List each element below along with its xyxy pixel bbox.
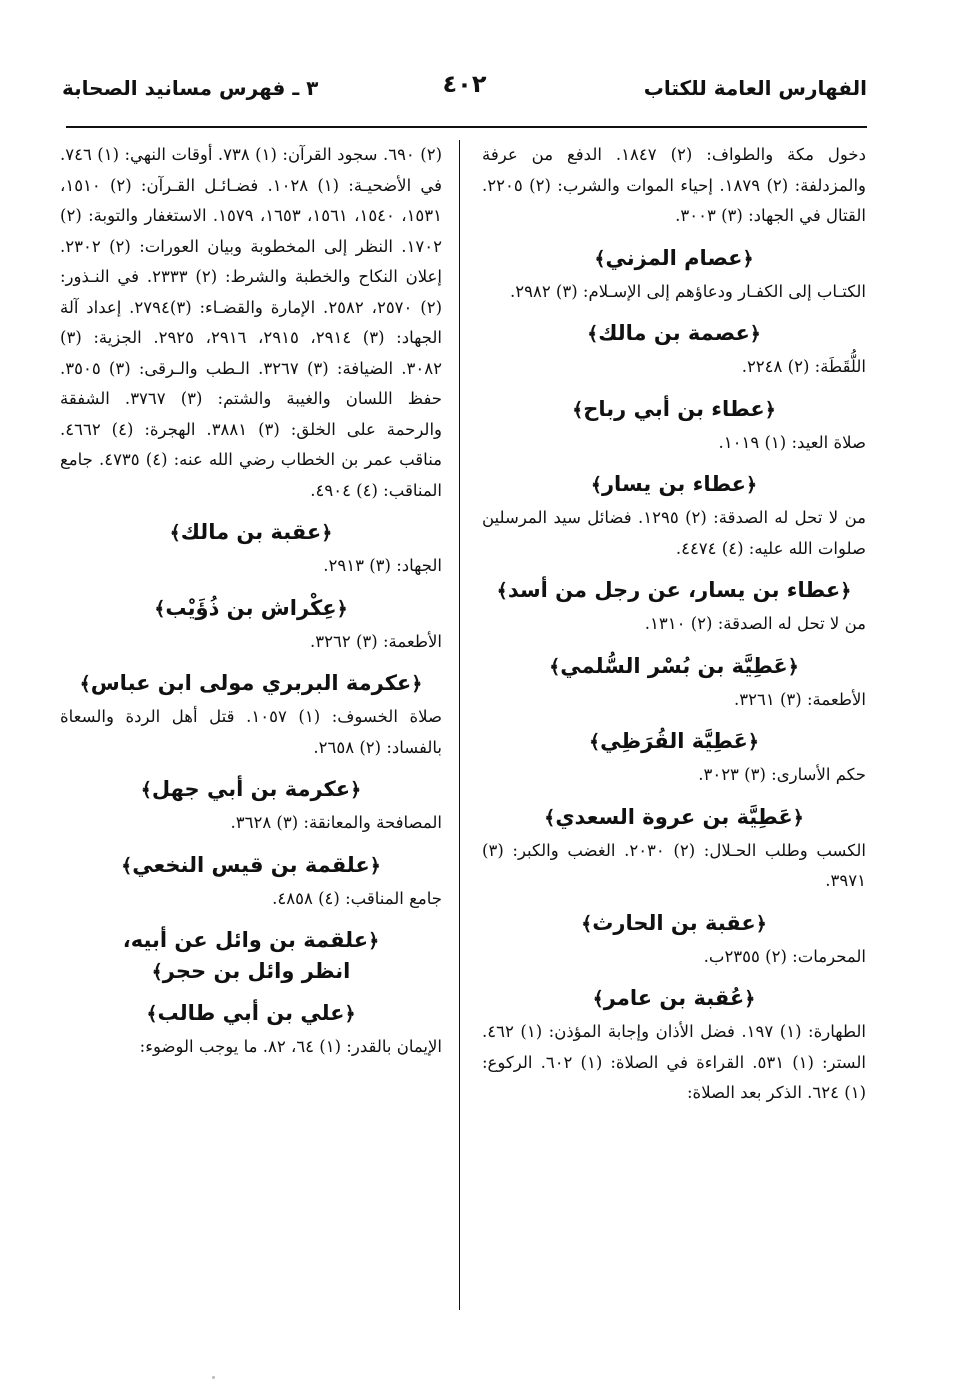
index-references: الأطعمة: (٣) ٣٢٦٢. [310,631,442,651]
companion-name-heading: ﴿عصام المزني﴾ [594,245,754,270]
index-references: المصافحة والمعانقة: (٣) ٣٦٢٨. [230,813,442,832]
companion-name: عطاء بن يسار، عن رجل من أسد [507,578,841,602]
scan-speck [212,1376,215,1379]
companion-name-heading: ﴿عقبة بن مالك﴾ [169,520,333,544]
companion-name-heading: ﴿عقبة بن الحارث﴾ [581,910,767,935]
companion-name: عقبة بن مالك [180,520,322,544]
companion-name-heading: ﴿عِكْراش بن ذُؤَيْب﴾ [154,595,348,620]
index-references: من لا تحل له الصدقة: (٢) ١٣١٠. [644,614,866,633]
header-book-title: الفهارس العامة للكتاب [643,76,867,100]
companion-name: عَطِيَّة بن عروة السعدي [555,804,793,829]
index-references: دخول مكة والطواف: (٢) ١٨٤٧. الدفع من عرفة والمزدلفة: (٢) ١٨٧٩. إحياء الموات والشرب: (٢) ٢٢٠٥. القتال في الجهاد: (٣) ٣٠٠٣. [482,145,866,225]
companion-name: عَطِيَّة بن بُسْر السُّلمي [560,653,788,678]
index-references: المحرمات: (٢) ٢٣٥٥ب. [703,946,866,966]
companion-name: علي بن أبي طالب [157,1001,345,1025]
companion-name: عطاء بن يسار [601,472,747,496]
companion-name: عطاء بن أبي رباح [583,396,765,421]
companion-name: عِكْراش بن ذُؤَيْب [165,595,337,620]
index-references: الطهارة: (١) ١٩٧. فضل الأذان وإجابة المؤذن: (١) ٤٦٢. الستر: (١) ٥٣١. القراءة في الصلاة: (١) ٦٠٢. الركوع: (١) ٦٢٤. الذكر بعد الصلاة: [482,1022,867,1102]
companion-name: عقبة بن الحارث [592,910,756,935]
index-references: الأطعمة: (٣) ٣٢٦١. [734,689,866,709]
companion-name-heading: ﴿عطاء بن يسار﴾ [590,472,758,496]
companion-name-heading: ﴿عكرمة البربري مولى ابن عباس﴾ [79,671,423,695]
companion-name: عصام المزني [605,245,743,270]
companion-name: علقمة بن قيس النخعي [132,852,370,877]
index-references: الجهاد: (٣) ٢٩١٣. [323,556,442,575]
companion-name-heading: ﴿علي بن أبي طالب﴾ [146,1001,356,1025]
companion-name-heading: ﴿عُقبة بن عامر﴾ [592,986,756,1010]
companion-name-heading: ﴿عطاء بن يسار، عن رجل من أسد﴾ [496,578,852,602]
running-header [62,68,867,114]
companion-name-heading: ﴿عَطِيَّة بن عروة السعدي﴾ [544,804,804,829]
left-column [60,140,442,1063]
index-references: جامع المناقب: (٤) ٤٨٥٨. [272,888,442,908]
header-rule [66,126,867,128]
companion-name-heading: ﴿علقمة بن وائل عن أبيه، انظر وائل بن حجر﴾ [122,928,380,983]
index-references: الكتـاب إلى الكفـار ودعاؤهم إلى الإسـلام: (٣) ٢٩٨٢. [509,281,866,301]
index-references: صلاة الخسوف: (١) ١٠٥٧. قتل أهل الردة والسعاة بالفساد: (٢) ٢٦٥٨. [60,707,442,757]
companion-name-heading: ﴿عَطِيَّة بن بُسْر السُّلمي﴾ [549,653,799,678]
cross-reference: انظر وائل بن حجر [162,959,351,983]
companion-name-heading: ﴿عصمة بن مالك﴾ [587,321,761,345]
index-references: الكسب وطلب الحـلال: (٢) ٢٠٣٠. الغضب والكبر: (٣) ٣٩٧١. [482,840,866,890]
companion-name-heading: ﴿عَطِيَّة القُرَظِي﴾ [589,729,759,753]
index-references: اللُّقَطَة: (٢) ٢٢٤٨. [741,357,866,376]
index-references: (٢) ٦٩٠. سجود القرآن: (١) ٧٣٨. أوقات النهي: (١) ٧٤٦. في الأضحيـة: (١) ١٠٢٨. فضـائـل القـرآن: (٢) ١٥١٠، ١٥٣١، ١٥٤٠، ١٥٦١، ١٦٥٣، ١٥٧٩. الاستغفار والتوبة: (٢) ١٧٠٢. النظر إلى المخطوبة وبيان العورات: (٢) ٢٣٠٢. إعلان النكاح والخطبة والشرط: (٢) ٢٣٣٣. في النـذور: (٢) ٢٥٧٠، ٢٥٨٢. الإمارة والقضـاء: (٣)٢٧٩٤. إعداد آلة الجهاد: (٣) ٢٩١٤، ٢٩١٥، ٢٩١٦، ٢٩٢٥. الجزية: (٣) ٣٠٨٢. الضيافة: (٣) ٣٢٦٧. الـطب والـرقى: (٣) ٣٥٠٥. حفظ اللسان والغيبة والشتم: (٣) ٣٧٦٧. الشفقة والرحمة على الخلق: (٣) ٣٨٨١. الهجرة: (٤) ٤٦٦٢. مناقب عمر بن الخطاب رضي الله عنه: (٤) ٤٧٣٥. جامع المناقب: (٤) ٤٩٠٤. [60,145,443,500]
column-divider [459,140,460,1310]
companion-name-heading: ﴿علقمة بن قيس النخعي﴾ [121,852,381,877]
index-references: حكم الأسارى: (٣) ٣٠٢٣. [698,765,866,784]
companion-name: عكرمة البربري مولى ابن عباس [90,671,412,695]
companion-name: عَطِيَّة القُرَظِي [600,729,748,753]
companion-name-heading: ﴿عكرمة بن أبي جهل﴾ [140,777,362,801]
page-number: ٤٠٢ [442,70,487,98]
index-references: من لا تحل له الصدقة: (٢) ١٢٩٥. فضائل سيد المرسلين صلوات الله عليه: (٤) ٤٤٧٤. [482,508,866,558]
companion-name: عصمة بن مالك [598,321,750,345]
companion-name: عُقبة بن عامر [603,986,745,1010]
header-section-title: ٣ ـ فهرس مسانيد الصحابة [62,76,319,100]
companion-name: عكرمة بن أبي جهل [151,777,351,801]
right-column [482,140,866,1109]
index-references: الإيمان بالقدر: (١) ٦٤، ٨٢. ما يوجب الوضوء: [139,1037,442,1056]
index-references: صلاة العيد: (١) ١٠١٩. [718,432,866,452]
companion-name: علقمة بن وائل عن أبيه، [122,928,369,952]
companion-name-heading: ﴿عطاء بن أبي رباح﴾ [572,396,776,421]
